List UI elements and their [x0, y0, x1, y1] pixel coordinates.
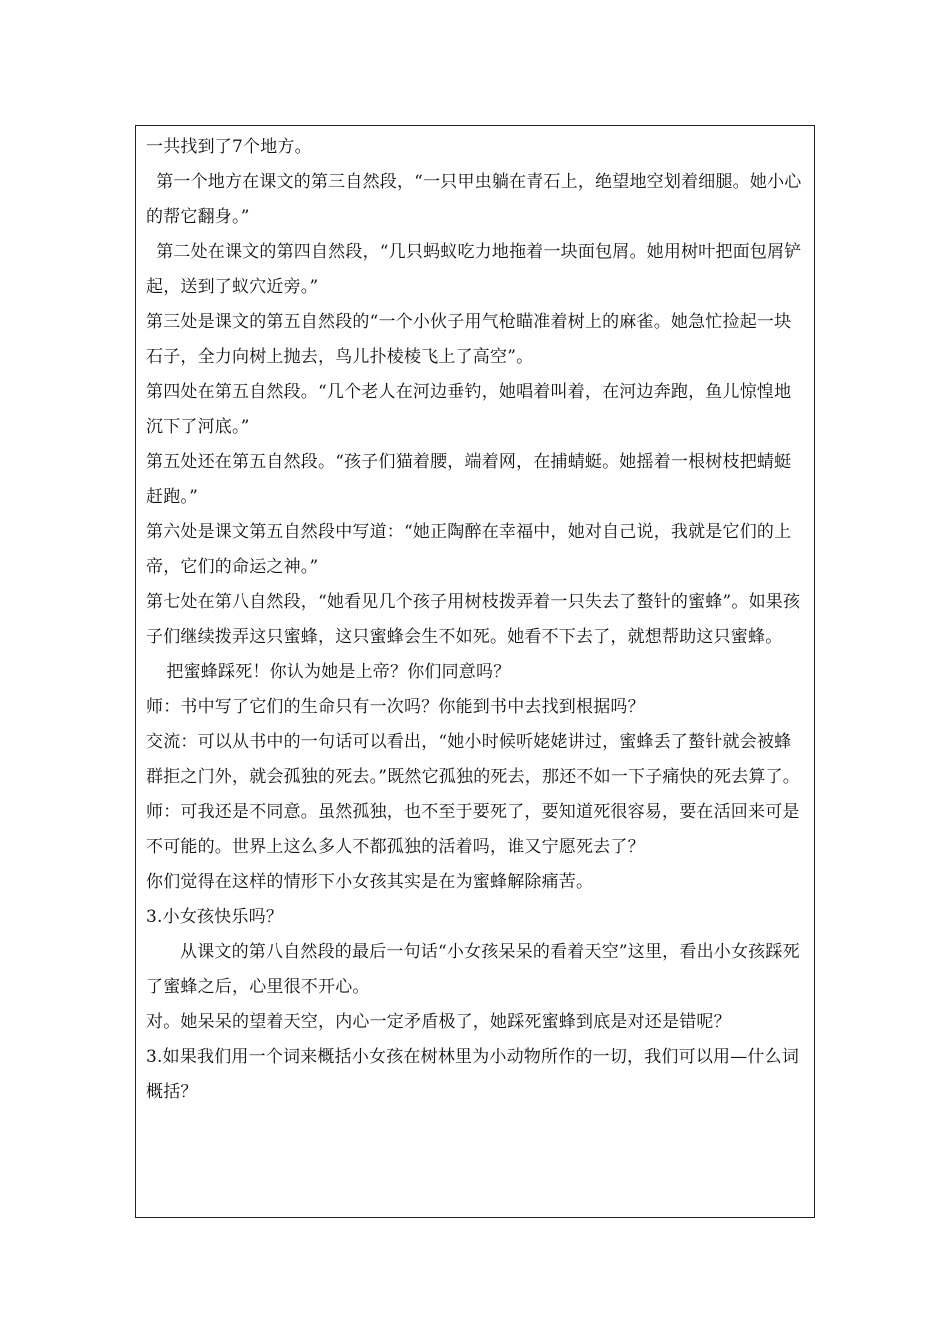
- paragraph-question-god: 把蜜蜂踩死！你认为她是上帝？你们同意吗？: [166, 662, 511, 682]
- paragraph-fourth-place: 第四处在第五自然段。“几个老人在河边垂钓，她唱着叫着，在河边奔跑，鱼儿惊惶地沉下了河底。”: [146, 382, 792, 437]
- paragraph-heading-summary: 3.如果我们用一个词来概括小女孩在树林里为小动物所作的一切，我们可以用—什么词概括？: [146, 1047, 800, 1102]
- paragraph-eighth-section: 从课文的第八自然段的最后一句话“小女孩呆呆的看着天空”这里，看出小女孩踩死了蜜蜂之后，心里很不开心。: [146, 942, 800, 997]
- paragraph-third-place: 第三处是课文的第五自然段的“一个小伙子用气枪瞄准着树上的麻雀。她急忙捡起一块石子，全力向树上抛去，鸟儿扑棱棱飞上了高空”。: [146, 312, 792, 367]
- paragraph-found-seven: 一共找到了7个地方。: [146, 137, 312, 157]
- paragraph-teacher-question: 师：书中写了它们的生命只有一次吗？你能到书中去找到根据吗？: [146, 697, 645, 717]
- paragraph-second-place: 第二处在课文的第四自然段，“几只蚂蚁吃力地拖着一块面包屑。她用树叶把面包屑铲起，送到了蚁穴近旁。”: [146, 242, 802, 297]
- document-frame: [135, 125, 815, 1218]
- paragraph-contradiction: 对。她呆呆的望着天空，内心一定矛盾极了，她踩死蜜蜂到底是对还是错呢？: [146, 1012, 731, 1032]
- paragraph-heading-happy: 3.小女孩快乐吗？: [146, 907, 284, 927]
- paragraph-first-place: 第一个地方在课文的第三自然段，“一只甲虫躺在青石上，绝望地空划着细腿。她小心的帮它翻身。”: [146, 172, 802, 227]
- paragraph-seventh-place: 第七处在第八自然段，“她看见几个孩子用树枝拨弄着一只失去了螯针的蜜蜂”。如果孩子们继续拨弄这只蜜蜂，这只蜜蜂会生不如死。她看不下去了，就想帮助这只蜜蜂。: [146, 592, 801, 647]
- paragraph-sixth-place: 第六处是课文第五自然段中写道：“她正陶醉在幸福中，她对自己说，我就是它们的上帝，它们的命运之神。”: [146, 522, 792, 577]
- paragraph-teacher-disagree: 师：可我还是不同意。虽然孤独，也不至于要死了，要知道死很容易，要在活回来可是不可能的。世界上这么多人不都孤独的活着吗，谁又宁愿死去了？: [146, 802, 800, 857]
- paragraph-discussion: 交流：可以从书中的一句话可以看出，“她小时候听姥姥讲过，蜜蜂丢了螯针就会被蜂群拒之门外，就会孤独的死去。”既然它孤独的死去，那还不如一下子痛快的死去算了。: [146, 732, 800, 787]
- paragraph-relieve-pain: 你们觉得在这样的情形下小女孩其实是在为蜜蜂解除痛苦。: [146, 872, 594, 892]
- paragraph-fifth-place: 第五处还在第五自然段。“孩子们猫着腰，端着网，在捕蜻蜓。她摇着一根树枝把蜻蜓赶跑。”: [146, 452, 792, 507]
